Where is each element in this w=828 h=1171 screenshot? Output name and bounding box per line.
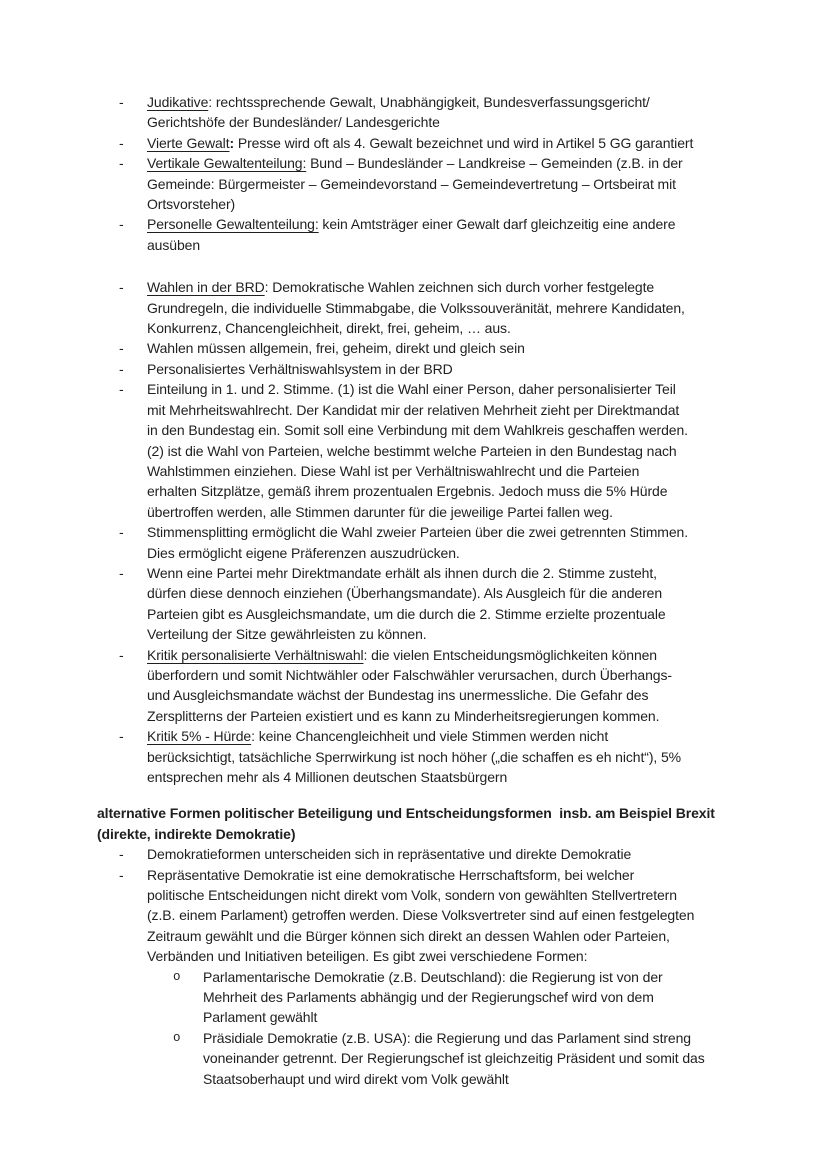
text-line: Ortsvorsteher) [147,196,236,213]
text-line: entsprechen mehr als 4 Millionen deutschen Staatsbürgern [147,769,508,785]
bullet-item [97,563,811,645]
bullet-item [97,359,811,379]
text-line: Vertikale Gewaltenteilung: Bund – Bundesländer – Landkreise – Gemeinden (z.B. in der [147,155,683,172]
dash-bullet-icon: - [119,155,124,172]
bullet-item [97,844,811,864]
dash-bullet-icon: - [119,94,124,110]
notes-content [97,92,811,1089]
bullet-item [97,522,811,563]
spacer [97,787,811,803]
circle-bullet-icon: o [173,1031,181,1046]
text-line: Parlament gewählt [203,1009,318,1026]
underlined-term: Kritik personalisierte Verhältniswahl [147,646,364,663]
text-line: ausüben [147,236,201,253]
bullet-item [97,214,811,255]
text-line: überfordern und somit Nichtwähler oder Falschwähler verursachen, durch Überhangs- [147,666,672,683]
underlined-term: Vierte Gewalt [147,134,230,151]
text-line: voneinander getrennt. Der Regierungschef ist gleichzeitig Präsident und somit das [203,1050,705,1067]
bullet-item [97,645,811,727]
dash-bullet-icon: - [119,866,124,883]
dash-bullet-icon: - [119,360,124,377]
spacer [97,255,811,277]
bullet-item [97,277,811,338]
text-line: Parteien gibt es Ausgleichsmandate, um die durch die 2. Stimme erzielte prozentuale [147,605,666,622]
text-line: Zersplitterns der Parteien existiert und es kann zu Minderheitsregierungen kommen. [147,707,660,724]
text-line: übertroffen werden, alle Stimmen darunter für die jeweilige Partei fallen weg. [147,503,613,520]
bullet-item [97,338,811,358]
sub-bullet-item [97,1028,811,1089]
underlined-term: Judikative [147,94,209,110]
text-line: in den Bundestag ein. Somit soll eine Verbindung mit dem Wahlkreis geschaffen werden. [147,422,688,439]
text-line: Parlamentarische Demokratie (z.B. Deutschland): die Regierung ist von der [203,968,663,985]
text-line: Mehrheit des Parlaments abhängig und der Regierungschef wird von dem [203,989,654,1006]
dash-bullet-icon: - [119,646,124,663]
text-line: Verteilung der Sitze gewährleisten zu können. [147,626,427,643]
bullet-item [97,153,811,214]
text-line: und Ausgleichsmandate wächst der Bundestag ins unermessliche. Die Gefahr des [147,687,649,704]
text-line: Wahlstimmen einziehen. Diese Wahl ist per Verhältniswahlrecht und die Parteien [147,462,640,479]
bullet-item [97,133,811,153]
text-line: (direkte, indirekte Demokratie) [97,825,296,842]
text-line: Wahlen in der BRD: Demokratische Wahlen zeichnen sich durch vorher festgelegte [147,279,655,296]
section-heading [97,803,811,844]
dash-bullet-icon: - [119,524,124,541]
text-line: Kritik 5% - Hürde: keine Chancengleichheit und viele Stimmen werden nicht [147,728,609,745]
text-line: Wenn eine Partei mehr Direktmandate erhält als ihnen durch die 2. Stimme zusteht, [147,564,657,581]
sub-bullet-item [97,967,811,1028]
underlined-term: Personelle Gewaltenteilung: [147,216,319,233]
dash-bullet-icon: - [119,846,124,863]
text-line: mit Mehrheitswahlrecht. Der Kandidat mir der relativen Mehrheit zieht per Direktmandat [147,401,680,418]
circle-bullet-icon: o [173,970,181,985]
text-line: Gerichtshöfe der Bundesländer/ Landesgerichte [147,114,440,131]
text-line: Demokratieformen unterscheiden sich in repräsentative und direkte Demokratie [147,846,632,863]
text-line: Vierte Gewalt: Presse wird oft als 4. Gewalt bezeichnet und wird in Artikel 5 GG garantiert [147,134,694,151]
bullet-item [97,865,811,967]
text-line: Personelle Gewaltenteilung: kein Amtsträger einer Gewalt darf gleichzeitig eine andere [147,216,676,233]
text-line: Zeitraum gewählt und die Bürger können sich direkt an dessen Wahlen oder Parteien, [147,927,670,944]
text-line: (z.B. einem Parlament) getroffen werden. Diese Volksvertreter sind auf einen festgelegten [147,907,695,924]
dash-bullet-icon: - [119,279,124,296]
text-line: Einteilung in 1. und 2. Stimme. (1) ist die Wahl einer Person, daher personalisierter Teil [147,381,676,398]
dash-bullet-icon: - [119,381,124,398]
text-line: Konkurrenz, Chancengleichheit, direkt, frei, geheim, … aus. [147,320,511,337]
dash-bullet-icon: - [119,564,124,581]
text-line: Stimmensplitting ermöglicht die Wahl zweier Parteien über die zwei getrennten Stimmen. [147,524,689,541]
text-line: Gemeinde: Bürgermeister – Gemeindevorstand – Gemeindevertretung – Ortsbeirat mit [147,175,676,192]
text-line: Wahlen müssen allgemein, frei, geheim, direkt und gleich sein [147,340,525,357]
dash-bullet-icon: - [119,134,124,151]
text-line: Personalisiertes Verhältniswahlsystem in der BRD [147,360,453,377]
text-line: (2) ist die Wahl von Parteien, welche bestimmt welche Parteien in den Bundestag nach [147,442,677,459]
bullet-item [97,379,811,522]
text-line: Grundregeln, die individuelle Stimmabgabe, die Volkssouveränität, mehrere Kandidaten, [147,299,685,316]
dash-bullet-icon: - [119,340,124,357]
bold-segment: : [229,134,235,151]
text-line: politische Entscheidungen nicht direkt vom Volk, sondern von gewählten Stellvertretern [147,887,677,904]
underlined-term: Vertikale Gewaltenteilung: [147,155,307,172]
underlined-term: Kritik 5% - Hürde [147,728,252,745]
bullet-item [97,726,811,787]
text-line: Dies ermöglicht eigene Präferenzen auszudrücken. [147,544,460,561]
dash-bullet-icon: - [119,216,124,233]
bullet-item [97,92,811,133]
text-line: alternative Formen politischer Beteiligung und Entscheidungsformen insb. am Beispiel Brexit [97,805,715,822]
text-line: Präsidiale Demokratie (z.B. USA): die Regierung und das Parlament sind streng [203,1029,691,1046]
dash-bullet-icon: - [119,728,124,745]
text-line: erhalten Sitzplätze, gemäß ihrem prozentualen Ergebnis. Jedoch muss die 5% Hürde [147,483,668,500]
text-line: dürfen diese dennoch einziehen (Überhangsmandate). Als Ausgleich für die anderen [147,585,663,602]
text-line: Repräsentative Demokratie ist eine demokratische Herrschaftsform, bei welcher [147,866,635,883]
underlined-term: Wahlen in der BRD [147,279,265,296]
text-line: berücksichtigt, tatsächliche Sperrwirkung ist noch höher („die schaffen es eh nicht“), 5% [147,748,681,765]
text-line: Staatsoberhaupt und wird direkt vom Volk gewählt [203,1070,509,1087]
text-line: Verbänden und Initiativen beteiligen. Es gibt zwei verschiedene Formen: [147,948,588,965]
text-line: Judikative: rechtssprechende Gewalt, Unabhängigkeit, Bundesverfassungsgericht/ [147,94,650,110]
text-line: Kritik personalisierte Verhältniswahl: die vielen Entscheidungsmöglichkeiten können [147,646,657,663]
